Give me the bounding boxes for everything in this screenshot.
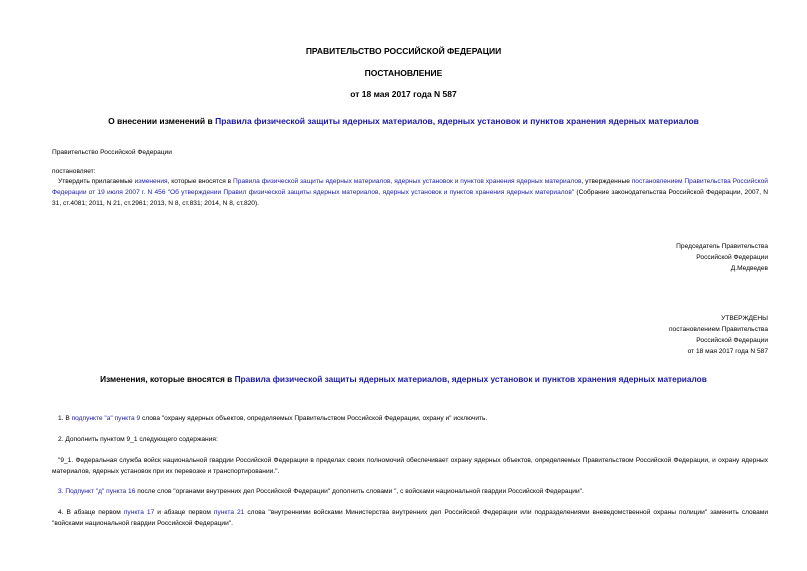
item-2: 2. Дополнить пунктом 9_1 следующего содержания: [58,436,218,443]
item-4-text-c: слова "внутренними войсками Министерства внутренних дел Российской Федерации или подразделениями вневедомственной охраны полиции" заменить словами "войсками национальной гвардии Российской Федерации". [52,509,769,527]
changes-title [0,374,807,384]
signature-position: Председатель Правительства [676,243,768,250]
item-3-link[interactable]: 3. Подпункт "д" пункта 16 [58,488,136,495]
item-3-text: после слов "органами внутренних дел Российской Федерации" дополнить словами ", с войсками национальной гвардии Российской Федерации". [135,488,584,495]
approved-block [669,313,768,357]
item-4-link-17[interactable]: пункта 17 [123,509,155,516]
p1-text-a: Утвердить прилагаемые [58,178,135,185]
item-1-text-b: слова "охрану ядерных объектов, определяемых Правительством Российской Федерации, охрану и" исключить. [140,415,488,422]
p1-text-b: , которые вносятся в [167,178,234,185]
item-3 [52,486,768,497]
resolves-line: постановляет: [52,168,96,175]
changes-link[interactable]: изменения [134,178,168,185]
changes-title-rules-link[interactable]: Правила физической защиты ядерных материалов, ядерных установок и пунктов хранения ядерных материалов [234,374,707,384]
rules-link[interactable]: Правила физической защиты ядерных материалов, ядерных установок и пунктов хранения ядерных материалов [233,178,582,185]
item-1-link[interactable]: подпункте "а" пункта 9 [71,415,141,422]
item-4 [52,507,768,529]
signature-federation: Российской Федерации [696,254,768,261]
document-date-number: от 18 мая 2017 года N 587 [350,89,457,99]
resolution-paragraph [52,176,768,209]
signature-block [676,241,768,274]
approved-federation: Российской Федерации [696,337,768,344]
government-line: Правительство Российской Федерации [52,149,172,156]
item-1 [52,413,768,424]
document-title [0,116,807,126]
approved-title: УТВЕРЖДЕНЫ [721,315,768,322]
approved-by: постановлением Правительства [668,326,768,333]
item-4-text-a: 4. В абзаце первом [58,509,124,516]
item-4-link-21[interactable]: пункта 21 [213,509,245,516]
item-2-quote: "9_1. Федеральная служба войск национальной гвардии Российской Федерации в пределах своих полномочий обеспечивает охрану ядерных объектов, определяемых Правительством Российской Федерации, и охрану ядерных материалов, ядерных установок при их перевозке и транспортировании.". [52,457,768,475]
signature-name: Д.Медведев [730,265,768,272]
title-rules-link[interactable]: Правила физической защиты ядерных материалов, ядерных установок и пунктов хранения ядерных материалов [215,116,699,126]
government-header: ПРАВИТЕЛЬСТВО РОССИЙСКОЙ ФЕДЕРАЦИИ [305,46,502,56]
title-prefix: О внесении изменений в [108,116,216,126]
item-1-text-a: 1. В [58,415,72,422]
approved-date: от 18 мая 2017 года N 587 [687,348,768,355]
p1-text-c: , утвержденные [581,178,632,185]
changes-title-prefix: Изменения, которые вносятся в [100,374,235,384]
decree-456-link[interactable]: постановлением Правительства Российской Федерации от 19 июля 2007 г. N 456 "Об утверждении Правил физической защиты ядерных материалов, ядерных установок и пунктов хранения ядерных материалов" [52,178,768,196]
item-4-text-b: и абзаце первом [154,509,214,516]
document-type: ПОСТАНОВЛЕНИЕ [364,68,443,78]
p1-text-d: (Собрание законодательства Российской Федерации, 2007, N 31, ст.4081; 2011, N 21, ст.2961; 2013, N 8, ст.831; 2014, N 8, ст.820). [52,189,768,207]
